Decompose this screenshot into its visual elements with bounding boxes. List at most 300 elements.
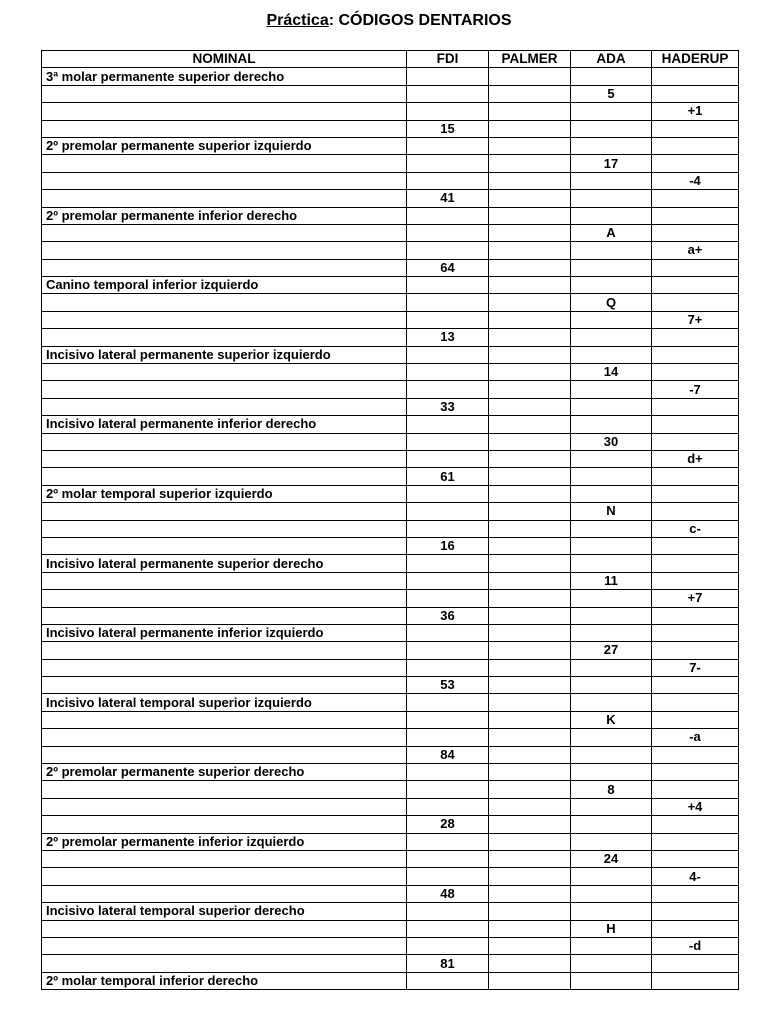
cell-ada: K bbox=[571, 711, 652, 728]
table-row bbox=[42, 624, 739, 641]
cell-ada bbox=[571, 659, 652, 676]
cell-nominal bbox=[42, 224, 407, 241]
cell-palmer bbox=[489, 207, 571, 224]
cell-palmer bbox=[489, 224, 571, 241]
cell-nominal bbox=[42, 885, 407, 902]
cell-nominal: 2º premolar permanente inferior derecho bbox=[42, 207, 407, 224]
cell-palmer bbox=[489, 103, 571, 120]
cell-nominal: Incisivo lateral temporal superior derecho bbox=[42, 903, 407, 920]
cell-haderup bbox=[652, 764, 739, 781]
cell-palmer bbox=[489, 155, 571, 172]
table-row bbox=[42, 590, 739, 607]
cell-haderup: 7- bbox=[652, 659, 739, 676]
table-row bbox=[42, 137, 739, 154]
cell-haderup bbox=[652, 155, 739, 172]
cell-fdi bbox=[407, 172, 489, 189]
cell-nominal bbox=[42, 364, 407, 381]
table-row bbox=[42, 885, 739, 902]
cell-fdi: 61 bbox=[407, 468, 489, 485]
cell-nominal: Incisivo lateral permanente superior izquierdo bbox=[42, 346, 407, 363]
cell-nominal bbox=[42, 729, 407, 746]
table-row bbox=[42, 798, 739, 815]
cell-palmer bbox=[489, 607, 571, 624]
title-separator: : bbox=[328, 12, 339, 29]
cell-fdi bbox=[407, 485, 489, 502]
cell-nominal bbox=[42, 311, 407, 328]
table-row bbox=[42, 277, 739, 294]
cell-nominal bbox=[42, 120, 407, 137]
cell-haderup bbox=[652, 972, 739, 989]
cell-nominal bbox=[42, 572, 407, 589]
table-row bbox=[42, 294, 739, 311]
cell-fdi bbox=[407, 659, 489, 676]
cell-ada: N bbox=[571, 503, 652, 520]
cell-palmer bbox=[489, 468, 571, 485]
cell-nominal: Canino temporal inferior izquierdo bbox=[42, 277, 407, 294]
cell-nominal bbox=[42, 850, 407, 867]
cell-haderup: -4 bbox=[652, 172, 739, 189]
cell-nominal bbox=[42, 329, 407, 346]
cell-palmer bbox=[489, 677, 571, 694]
cell-fdi: 64 bbox=[407, 259, 489, 276]
cell-fdi bbox=[407, 711, 489, 728]
cell-palmer bbox=[489, 572, 571, 589]
cell-fdi: 16 bbox=[407, 537, 489, 554]
cell-haderup bbox=[652, 607, 739, 624]
cell-fdi bbox=[407, 937, 489, 954]
cell-haderup: 7+ bbox=[652, 311, 739, 328]
cell-ada: 17 bbox=[571, 155, 652, 172]
table-row bbox=[42, 311, 739, 328]
cell-palmer bbox=[489, 381, 571, 398]
cell-nominal bbox=[42, 955, 407, 972]
cell-palmer bbox=[489, 972, 571, 989]
cell-haderup: -d bbox=[652, 937, 739, 954]
cell-palmer bbox=[489, 590, 571, 607]
table-row bbox=[42, 816, 739, 833]
cell-ada bbox=[571, 607, 652, 624]
table-row bbox=[42, 503, 739, 520]
cell-nominal bbox=[42, 172, 407, 189]
cell-ada bbox=[571, 329, 652, 346]
cell-nominal bbox=[42, 433, 407, 450]
table-row bbox=[42, 903, 739, 920]
cell-ada bbox=[571, 972, 652, 989]
cell-palmer bbox=[489, 364, 571, 381]
page-title bbox=[0, 11, 768, 31]
table-row bbox=[42, 242, 739, 259]
cell-haderup bbox=[652, 624, 739, 641]
cell-palmer bbox=[489, 294, 571, 311]
cell-palmer bbox=[489, 659, 571, 676]
table-row bbox=[42, 520, 739, 537]
cell-ada bbox=[571, 694, 652, 711]
cell-haderup bbox=[652, 398, 739, 415]
cell-fdi: 53 bbox=[407, 677, 489, 694]
cell-ada: 5 bbox=[571, 85, 652, 102]
cell-haderup bbox=[652, 416, 739, 433]
cell-fdi bbox=[407, 364, 489, 381]
cell-fdi bbox=[407, 868, 489, 885]
cell-nominal: 2º molar temporal inferior derecho bbox=[42, 972, 407, 989]
table-row bbox=[42, 572, 739, 589]
cell-fdi bbox=[407, 555, 489, 572]
cell-nominal bbox=[42, 155, 407, 172]
table-row bbox=[42, 694, 739, 711]
cell-haderup bbox=[652, 833, 739, 850]
table-row bbox=[42, 746, 739, 763]
cell-nominal bbox=[42, 450, 407, 467]
cell-haderup bbox=[652, 137, 739, 154]
cell-haderup bbox=[652, 850, 739, 867]
cell-palmer bbox=[489, 781, 571, 798]
cell-palmer bbox=[489, 955, 571, 972]
cell-palmer bbox=[489, 937, 571, 954]
cell-nominal bbox=[42, 781, 407, 798]
cell-nominal bbox=[42, 398, 407, 415]
cell-ada bbox=[571, 624, 652, 641]
table-row bbox=[42, 172, 739, 189]
cell-ada bbox=[571, 555, 652, 572]
cell-fdi: 84 bbox=[407, 746, 489, 763]
table-row bbox=[42, 416, 739, 433]
cell-haderup bbox=[652, 816, 739, 833]
cell-ada bbox=[571, 885, 652, 902]
cell-fdi: 36 bbox=[407, 607, 489, 624]
cell-fdi bbox=[407, 311, 489, 328]
cell-palmer bbox=[489, 694, 571, 711]
table-row bbox=[42, 972, 739, 989]
cell-ada bbox=[571, 520, 652, 537]
table-header-row bbox=[42, 51, 739, 68]
cell-nominal bbox=[42, 103, 407, 120]
cell-ada bbox=[571, 746, 652, 763]
cell-fdi bbox=[407, 920, 489, 937]
cell-palmer bbox=[489, 903, 571, 920]
cell-ada: 8 bbox=[571, 781, 652, 798]
cell-nominal bbox=[42, 537, 407, 554]
title-practica: Práctica bbox=[266, 12, 329, 29]
cell-ada bbox=[571, 677, 652, 694]
table-row bbox=[42, 224, 739, 241]
table-row bbox=[42, 346, 739, 363]
cell-fdi bbox=[407, 294, 489, 311]
table-body bbox=[42, 68, 739, 990]
cell-palmer bbox=[489, 120, 571, 137]
cell-ada bbox=[571, 868, 652, 885]
header-haderup: HADERUP bbox=[652, 51, 739, 68]
cell-nominal bbox=[42, 520, 407, 537]
cell-haderup bbox=[652, 346, 739, 363]
cell-haderup bbox=[652, 920, 739, 937]
cell-nominal: 2º molar temporal superior izquierdo bbox=[42, 485, 407, 502]
cell-palmer bbox=[489, 833, 571, 850]
dental-codes-table bbox=[41, 50, 739, 990]
cell-ada bbox=[571, 172, 652, 189]
cell-palmer bbox=[489, 503, 571, 520]
cell-nominal bbox=[42, 677, 407, 694]
cell-ada bbox=[571, 468, 652, 485]
cell-ada bbox=[571, 764, 652, 781]
cell-haderup bbox=[652, 572, 739, 589]
header-palmer: PALMER bbox=[489, 51, 571, 68]
header-ada: ADA bbox=[571, 51, 652, 68]
cell-fdi: 48 bbox=[407, 885, 489, 902]
cell-haderup bbox=[652, 277, 739, 294]
cell-fdi bbox=[407, 103, 489, 120]
cell-nominal bbox=[42, 746, 407, 763]
table-row bbox=[42, 485, 739, 502]
cell-haderup: +7 bbox=[652, 590, 739, 607]
cell-ada: 14 bbox=[571, 364, 652, 381]
cell-ada bbox=[571, 937, 652, 954]
cell-palmer bbox=[489, 416, 571, 433]
table-row bbox=[42, 868, 739, 885]
cell-haderup bbox=[652, 537, 739, 554]
cell-haderup bbox=[652, 364, 739, 381]
cell-nominal bbox=[42, 642, 407, 659]
cell-haderup bbox=[652, 781, 739, 798]
cell-palmer bbox=[489, 624, 571, 641]
table-row bbox=[42, 920, 739, 937]
cell-nominal bbox=[42, 503, 407, 520]
cell-ada bbox=[571, 103, 652, 120]
header-fdi: FDI bbox=[407, 51, 489, 68]
table-row bbox=[42, 207, 739, 224]
table-row bbox=[42, 433, 739, 450]
table-row bbox=[42, 659, 739, 676]
cell-haderup bbox=[652, 294, 739, 311]
cell-nominal bbox=[42, 798, 407, 815]
cell-haderup bbox=[652, 885, 739, 902]
cell-haderup bbox=[652, 329, 739, 346]
cell-ada bbox=[571, 381, 652, 398]
cell-haderup: 4- bbox=[652, 868, 739, 885]
cell-haderup bbox=[652, 190, 739, 207]
table-row bbox=[42, 103, 739, 120]
cell-nominal bbox=[42, 468, 407, 485]
cell-haderup bbox=[652, 224, 739, 241]
cell-palmer bbox=[489, 537, 571, 554]
cell-palmer bbox=[489, 398, 571, 415]
cell-palmer bbox=[489, 85, 571, 102]
table-row bbox=[42, 677, 739, 694]
cell-fdi bbox=[407, 572, 489, 589]
cell-fdi bbox=[407, 833, 489, 850]
cell-fdi: 81 bbox=[407, 955, 489, 972]
cell-ada bbox=[571, 120, 652, 137]
cell-palmer bbox=[489, 190, 571, 207]
cell-haderup: +4 bbox=[652, 798, 739, 815]
cell-ada: 27 bbox=[571, 642, 652, 659]
cell-haderup bbox=[652, 746, 739, 763]
table-row bbox=[42, 329, 739, 346]
cell-nominal bbox=[42, 816, 407, 833]
cell-haderup bbox=[652, 120, 739, 137]
cell-palmer bbox=[489, 555, 571, 572]
table-row bbox=[42, 607, 739, 624]
cell-fdi bbox=[407, 972, 489, 989]
cell-palmer bbox=[489, 816, 571, 833]
cell-palmer bbox=[489, 850, 571, 867]
table-row bbox=[42, 537, 739, 554]
cell-palmer bbox=[489, 277, 571, 294]
cell-haderup bbox=[652, 677, 739, 694]
cell-palmer bbox=[489, 259, 571, 276]
cell-ada: 30 bbox=[571, 433, 652, 450]
cell-haderup: c- bbox=[652, 520, 739, 537]
table-row bbox=[42, 68, 739, 85]
table-row bbox=[42, 85, 739, 102]
cell-ada: H bbox=[571, 920, 652, 937]
cell-palmer bbox=[489, 137, 571, 154]
cell-haderup: +1 bbox=[652, 103, 739, 120]
cell-haderup bbox=[652, 642, 739, 659]
cell-haderup: -7 bbox=[652, 381, 739, 398]
cell-fdi bbox=[407, 68, 489, 85]
cell-haderup: a+ bbox=[652, 242, 739, 259]
table-row bbox=[42, 642, 739, 659]
cell-haderup bbox=[652, 207, 739, 224]
cell-ada bbox=[571, 833, 652, 850]
table-row bbox=[42, 259, 739, 276]
cell-fdi bbox=[407, 903, 489, 920]
cell-ada: Q bbox=[571, 294, 652, 311]
cell-palmer bbox=[489, 172, 571, 189]
cell-nominal bbox=[42, 242, 407, 259]
table-row bbox=[42, 155, 739, 172]
cell-ada bbox=[571, 590, 652, 607]
cell-haderup bbox=[652, 85, 739, 102]
cell-nominal bbox=[42, 259, 407, 276]
cell-ada bbox=[571, 537, 652, 554]
cell-fdi bbox=[407, 155, 489, 172]
cell-ada: 24 bbox=[571, 850, 652, 867]
cell-palmer bbox=[489, 68, 571, 85]
cell-ada bbox=[571, 259, 652, 276]
table-row bbox=[42, 120, 739, 137]
table-row bbox=[42, 555, 739, 572]
cell-ada bbox=[571, 398, 652, 415]
cell-nominal bbox=[42, 607, 407, 624]
table-row bbox=[42, 955, 739, 972]
cell-palmer bbox=[489, 329, 571, 346]
cell-nominal bbox=[42, 590, 407, 607]
cell-nominal: 2º premolar permanente superior izquierdo bbox=[42, 137, 407, 154]
cell-ada: A bbox=[571, 224, 652, 241]
cell-fdi bbox=[407, 624, 489, 641]
cell-fdi bbox=[407, 694, 489, 711]
cell-nominal bbox=[42, 868, 407, 885]
cell-ada bbox=[571, 311, 652, 328]
cell-fdi: 28 bbox=[407, 816, 489, 833]
title-subject: CÓDIGOS DENTARIOS bbox=[338, 12, 512, 29]
cell-fdi: 13 bbox=[407, 329, 489, 346]
table-row bbox=[42, 190, 739, 207]
cell-palmer bbox=[489, 711, 571, 728]
cell-ada bbox=[571, 450, 652, 467]
cell-haderup bbox=[652, 485, 739, 502]
cell-ada bbox=[571, 903, 652, 920]
cell-ada: 11 bbox=[571, 572, 652, 589]
cell-haderup bbox=[652, 955, 739, 972]
cell-fdi bbox=[407, 764, 489, 781]
cell-ada bbox=[571, 346, 652, 363]
cell-haderup bbox=[652, 68, 739, 85]
cell-fdi bbox=[407, 433, 489, 450]
table-row bbox=[42, 711, 739, 728]
cell-fdi bbox=[407, 642, 489, 659]
cell-ada bbox=[571, 277, 652, 294]
cell-nominal bbox=[42, 294, 407, 311]
cell-fdi bbox=[407, 381, 489, 398]
cell-ada bbox=[571, 798, 652, 815]
cell-fdi bbox=[407, 224, 489, 241]
cell-fdi bbox=[407, 798, 489, 815]
cell-ada bbox=[571, 816, 652, 833]
cell-haderup bbox=[652, 503, 739, 520]
cell-palmer bbox=[489, 485, 571, 502]
cell-palmer bbox=[489, 764, 571, 781]
cell-ada bbox=[571, 242, 652, 259]
cell-fdi bbox=[407, 781, 489, 798]
cell-fdi bbox=[407, 503, 489, 520]
cell-fdi: 41 bbox=[407, 190, 489, 207]
cell-haderup: d+ bbox=[652, 450, 739, 467]
cell-fdi: 15 bbox=[407, 120, 489, 137]
cell-nominal bbox=[42, 381, 407, 398]
cell-haderup: -a bbox=[652, 729, 739, 746]
cell-nominal: 3ª molar permanente superior derecho bbox=[42, 68, 407, 85]
cell-haderup bbox=[652, 555, 739, 572]
cell-palmer bbox=[489, 746, 571, 763]
cell-nominal: Incisivo lateral permanente superior derecho bbox=[42, 555, 407, 572]
cell-palmer bbox=[489, 868, 571, 885]
cell-fdi: 33 bbox=[407, 398, 489, 415]
cell-nominal: Incisivo lateral permanente inferior izquierdo bbox=[42, 624, 407, 641]
cell-fdi bbox=[407, 137, 489, 154]
cell-ada bbox=[571, 955, 652, 972]
cell-fdi bbox=[407, 416, 489, 433]
cell-fdi bbox=[407, 207, 489, 224]
header-nominal: NOMINAL bbox=[42, 51, 407, 68]
cell-ada bbox=[571, 416, 652, 433]
table-row bbox=[42, 937, 739, 954]
cell-palmer bbox=[489, 520, 571, 537]
cell-nominal: 2º premolar permanente inferior izquierdo bbox=[42, 833, 407, 850]
table-row bbox=[42, 833, 739, 850]
cell-fdi bbox=[407, 85, 489, 102]
cell-palmer bbox=[489, 798, 571, 815]
cell-palmer bbox=[489, 346, 571, 363]
cell-nominal bbox=[42, 190, 407, 207]
cell-fdi bbox=[407, 277, 489, 294]
cell-palmer bbox=[489, 242, 571, 259]
cell-palmer bbox=[489, 920, 571, 937]
cell-ada bbox=[571, 190, 652, 207]
cell-haderup bbox=[652, 259, 739, 276]
table-row bbox=[42, 781, 739, 798]
table-row bbox=[42, 729, 739, 746]
table-row bbox=[42, 450, 739, 467]
cell-nominal: Incisivo lateral temporal superior izquierdo bbox=[42, 694, 407, 711]
cell-ada bbox=[571, 485, 652, 502]
cell-haderup bbox=[652, 711, 739, 728]
cell-nominal: Incisivo lateral permanente inferior derecho bbox=[42, 416, 407, 433]
cell-fdi bbox=[407, 729, 489, 746]
table-row bbox=[42, 468, 739, 485]
cell-fdi bbox=[407, 590, 489, 607]
